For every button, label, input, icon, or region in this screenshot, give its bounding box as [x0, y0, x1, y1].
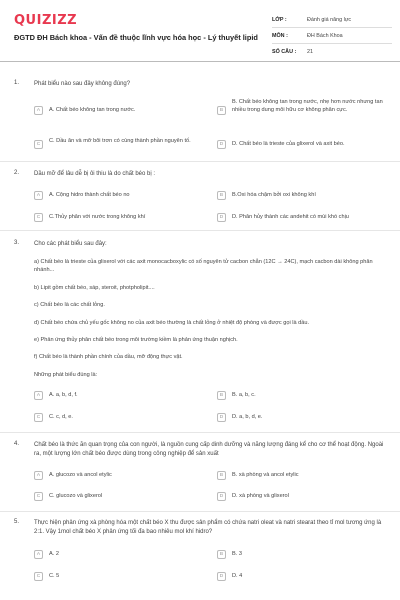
meta-row-subject: [272, 28, 392, 44]
option-text: B. xà phòng và ancol etylic: [232, 472, 299, 478]
question-text: Thực hiện phản ứng xà phòng hóa một chất béo X thu được sản phẩm có chứa natri oleat và natri stearat theo tỉ mol tương ứng là 2:1. Vậy 1mol chất béo X phản ứng tối đa bao nhiêu mol khí hidro?: [34, 520, 382, 535]
option-badge: D: [217, 213, 226, 222]
question-divider: [0, 161, 400, 162]
option-a[interactable]: [34, 551, 204, 559]
worksheet-meta: [272, 12, 392, 60]
option-b[interactable]: [217, 472, 387, 480]
worksheet-title: ĐGTD ĐH Bách khoa - Vấn đề thuộc lĩnh vực hóa học - Lý thuyết lipid: [14, 33, 258, 42]
option-badge: B: [217, 391, 226, 400]
option-badge: C: [34, 413, 43, 422]
statement-f: f) Chất béo là thành phần chính của dầu, mỡ động thực vật.: [34, 354, 183, 360]
question-number: 4.: [14, 441, 20, 447]
option-b[interactable]: [217, 551, 387, 559]
question-divider: [0, 230, 400, 231]
statement-a: a) Chất béo là trieste của glixerol với các axit monocacboxylic có số nguyên tử cacbon chẵn (12C → 24C), mạch cacbon dài không phân nhánh...: [34, 259, 373, 273]
option-text: C. c, d, e.: [49, 414, 73, 420]
option-a[interactable]: [34, 392, 204, 400]
option-d[interactable]: [217, 493, 387, 501]
option-text: B. 3: [232, 551, 242, 557]
option-text: C. glucozo và glixerol: [49, 493, 103, 499]
option-a[interactable]: [34, 472, 204, 480]
option-badge: A: [34, 471, 43, 480]
option-badge: B: [217, 550, 226, 559]
statement-b: b) Lipit gồm chất béo, sáp, steroit, photpholipit....: [34, 285, 155, 291]
option-badge: B: [217, 471, 226, 480]
option-badge: A: [34, 391, 43, 400]
option-badge: A: [34, 550, 43, 559]
option-badge: D: [217, 413, 226, 422]
question-number: 3.: [14, 240, 20, 246]
option-text: D. Chất béo là trieste của glixerol và axit béo.: [232, 141, 345, 147]
option-badge: B: [217, 191, 226, 200]
meta-key: MÔN :: [272, 32, 288, 39]
option-c[interactable]: [34, 138, 204, 149]
option-d[interactable]: [217, 414, 387, 422]
option-badge: C: [34, 492, 43, 501]
option-text: B. a, b, c.: [232, 392, 256, 398]
option-badge: D: [217, 140, 226, 149]
question-number: 5.: [14, 519, 20, 525]
option-text: D. a, b, d, e.: [232, 414, 263, 420]
statement-e: e) Phản ứng thủy phân chất béo trong môi trường kiềm là phản ứng thuận nghịch.: [34, 337, 238, 343]
question-number: 1.: [14, 80, 20, 86]
option-text: A. Cộng hidro thành chất béo no: [49, 192, 130, 198]
meta-row-count: [272, 44, 392, 60]
option-c[interactable]: [34, 414, 204, 422]
option-b[interactable]: [217, 99, 387, 115]
option-text: A. 2: [49, 551, 59, 557]
option-d[interactable]: [217, 141, 387, 149]
option-a[interactable]: [34, 107, 204, 115]
option-c[interactable]: [34, 493, 204, 501]
question-number: 2.: [14, 170, 20, 176]
option-badge: C: [34, 140, 43, 149]
statement-c: c) Chất béo là các chất lỏng.: [34, 302, 105, 308]
quizizz-logo: QUIZIZZ: [14, 13, 78, 28]
question-text: Dầu mỡ để lâu dễ bị ôi thiu là do chất béo bị :: [34, 171, 156, 177]
statement-d: d) Chất béo chứa chủ yếu gốc không no của axit béo thường là chất lỏng ở nhiệt độ phòng và được gọi là dầu.: [34, 320, 310, 326]
meta-row-class: [272, 12, 392, 28]
option-text: C. Dầu ăn và mỡ bôi trơn có cùng thành phần nguyên tố.: [49, 138, 191, 144]
option-text: C.Thủy phân với nước trong không khí: [49, 214, 146, 220]
option-badge: B: [217, 106, 226, 115]
meta-value: Đánh giá năng lực: [307, 16, 352, 23]
option-b[interactable]: [217, 192, 387, 200]
option-text: A. glucozo và ancol etylic: [49, 472, 112, 478]
option-text: C. 5: [49, 573, 60, 579]
option-a[interactable]: [34, 192, 204, 200]
question-text: Chất béo là thức ăn quan trọng của con người, là nguồn cung cấp dinh dưỡng và năng lượng đáng kể cho cơ thể hoạt động. Ngoài ra, một lượng lớn chất béo được dùng trong công nghiệp để sản xuất: [34, 442, 384, 457]
option-text: B. Chất béo không tan trong nước, nhẹ hơn nước nhưng tan nhiều trong dung môi hữu cơ không phân cực.: [232, 99, 383, 113]
meta-key: LỚP :: [272, 16, 287, 23]
question-divider: [0, 511, 400, 512]
meta-value: 21: [307, 49, 313, 55]
option-text: A. a, b, d, f.: [49, 392, 78, 398]
worksheet-header: [0, 0, 400, 62]
option-badge: C: [34, 213, 43, 222]
meta-key: SỐ CÂU :: [272, 49, 297, 55]
option-c[interactable]: [34, 214, 204, 222]
option-d[interactable]: [217, 214, 387, 222]
option-badge: A: [34, 106, 43, 115]
option-text: D. 4: [232, 573, 243, 579]
statement-prompt: Những phát biểu đúng là:: [34, 372, 98, 378]
option-c[interactable]: [34, 573, 204, 581]
question-text: Cho các phát biểu sau đây:: [34, 241, 107, 247]
option-badge: D: [217, 572, 226, 581]
option-badge: C: [34, 572, 43, 581]
option-b[interactable]: [217, 392, 387, 400]
option-text: A. Chất béo không tan trong nước.: [49, 107, 136, 113]
question-text: Phát biểu nào sau đây không đúng?: [34, 81, 131, 87]
option-text: D. Phân hủy thành các andehit có mùi khó chịu: [232, 214, 349, 220]
option-d[interactable]: [217, 573, 387, 581]
option-badge: D: [217, 492, 226, 501]
option-badge: A: [34, 191, 43, 200]
option-text: B.Oxi hóa chậm bởi oxi không khí: [232, 192, 316, 198]
option-text: D. xà phòng và glixerol: [232, 493, 289, 499]
meta-value: ĐH Bách Khoa: [307, 32, 343, 39]
question-divider: [0, 432, 400, 433]
